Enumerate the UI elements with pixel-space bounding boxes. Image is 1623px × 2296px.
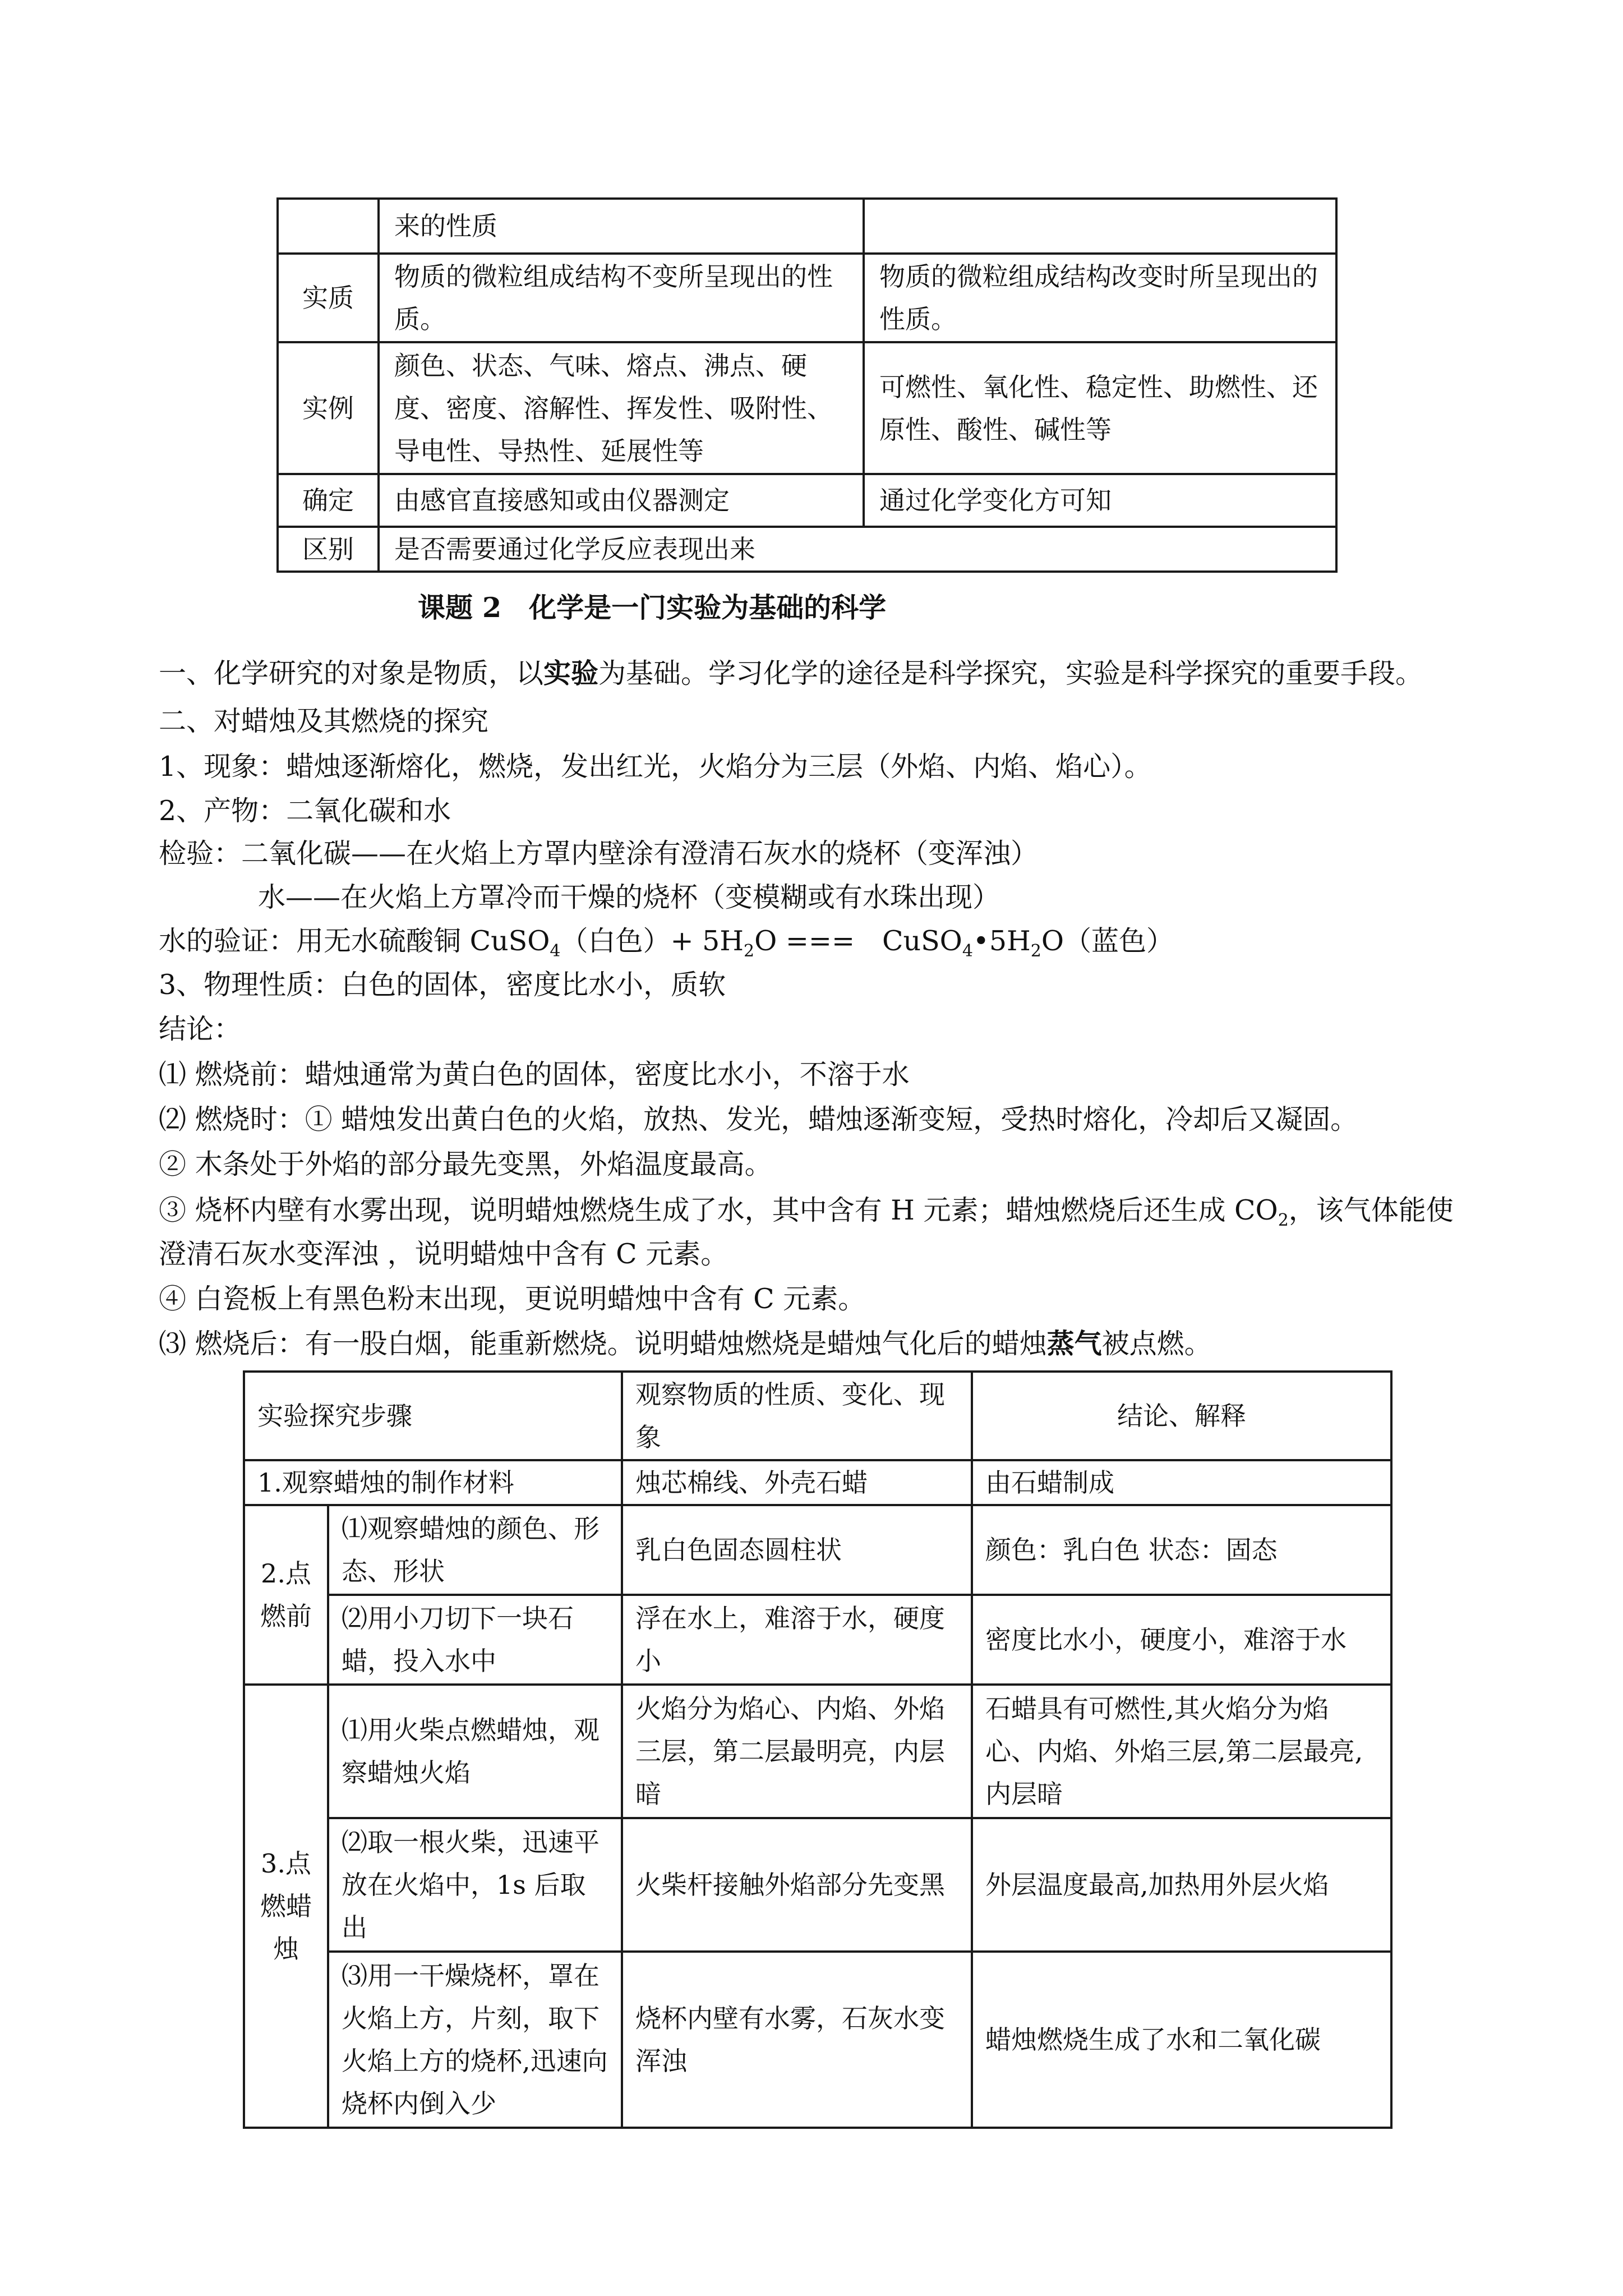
table-cell: 由感官直接感知或由仪器测定: [379, 474, 864, 527]
text: 被点燃。: [1101, 1328, 1212, 1360]
table-cell: 颜色：乳白色 状态：固态: [972, 1505, 1391, 1595]
table-cell: 火焰分为焰心、内焰、外焰三层，第二层最明亮，内层暗: [622, 1685, 972, 1818]
table-cell: 可燃性、氧化性、稳定性、助燃性、还原性、酸性、碱性等: [864, 342, 1336, 474]
table-cell: 颜色、状态、气味、熔点、沸点、硬度、密度、溶解性、挥发性、吸附性、导电性、导热性、延展性等: [379, 342, 864, 474]
text: 水的验证：用无水硫酸铜 CuSO: [159, 925, 550, 957]
table-row: [278, 527, 1336, 572]
paragraph: ② 木条处于外焰的部分最先变黑，外焰温度最高。: [159, 1148, 772, 1180]
text: •5H: [972, 925, 1031, 957]
table-cell: [278, 199, 379, 254]
paragraph: 1、现象：蜡烛逐渐熔化，燃烧，发出红光，火焰分为三层（外焰、内焰、焰心）。: [159, 751, 1152, 783]
paragraph: 2、产物：二氧化碳和水: [159, 795, 451, 827]
subscript: 2: [744, 941, 755, 961]
table-cell: 火柴杆接触外焰部分先变黑: [622, 1818, 972, 1952]
bold-text: 蒸气: [1046, 1327, 1102, 1360]
table-row: [278, 342, 1336, 474]
table-cell: 烛芯棉线、外壳石蜡: [622, 1460, 972, 1505]
table-cell: [864, 199, 1336, 254]
paragraph: ⑴ 燃烧前：蜡烛通常为黄白色的固体，密度比水小，不溶于水: [159, 1059, 910, 1091]
table-row: [244, 1952, 1391, 2128]
table-cell: 物质的微粒组成结构改变时所呈现出的性质。: [864, 254, 1336, 342]
table-row: [244, 1372, 1391, 1460]
table-row: [278, 199, 1336, 254]
table-row: [244, 1505, 1391, 1595]
table-row-head: 实例: [278, 342, 379, 474]
table-cell: 来的性质: [379, 199, 864, 254]
table-cell: ⑶用一干燥烧杯，罩在火焰上方，片刻，取下火焰上方的烧杯,迅速向烧杯内倒入少: [328, 1952, 622, 2128]
table-cell: ⑵取一根火柴，迅速平放在火焰中，1s 后取出: [328, 1818, 622, 1952]
subscript: 2: [1030, 941, 1041, 961]
table-header: 结论、解释: [972, 1372, 1391, 1460]
subscript: 2: [1278, 1210, 1289, 1230]
text: ，该气体能使: [1288, 1194, 1454, 1226]
subscript: 4: [962, 941, 973, 961]
text: （白色）+ 5H: [560, 925, 744, 957]
table-row: [244, 1818, 1391, 1952]
paragraph: 水——在火焰上方罩冷而干燥的烧杯（变模糊或有水珠出现）: [258, 881, 1000, 913]
table-cell: 烧杯内壁有水雾，石灰水变浑浊: [622, 1952, 972, 2128]
table-header: 实验探究步骤: [244, 1372, 622, 1460]
section-title: 课题 2 化学是一门实验为基础的科学: [418, 591, 887, 624]
paragraph: 澄清石灰水变浑浊 ，说明蜡烛中含有 C 元素。: [159, 1238, 728, 1270]
text: ③ 烧杯内壁有水雾出现，说明蜡烛燃烧生成了水，其中含有 H 元素；蜡烛燃烧后还生成 CO: [159, 1194, 1278, 1226]
text: 为基础。学习化学的途径是科学探究，实验是科学探究的重要手段。: [598, 657, 1423, 689]
table-row-head: 实质: [278, 254, 379, 342]
table-row: [244, 1460, 1391, 1505]
group-label: 3.点燃蜡烛: [244, 1685, 328, 2128]
table-row: [278, 474, 1336, 527]
table-cell: 蜡烛燃烧生成了水和二氧化碳: [972, 1952, 1391, 2128]
paragraph: 检验：二氧化碳——在火焰上方罩内壁涂有澄清石灰水的烧杯（变浑浊）: [159, 838, 1039, 869]
paragraph: [159, 652, 1423, 695]
table-cell: ⑴用火柴点燃蜡烛，观察蜡烛火焰: [328, 1685, 622, 1818]
table-cell: 由石蜡制成: [972, 1460, 1391, 1505]
table-cell: 乳白色固态圆柱状: [622, 1505, 972, 1595]
table-cell: 1.观察蜡烛的制作材料: [244, 1460, 622, 1505]
group-label: 2.点燃前: [244, 1505, 328, 1685]
table-header: 观察物质的性质、变化、现象: [622, 1372, 972, 1460]
text: 一、化学研究的对象是物质，以: [159, 657, 544, 689]
experiment-table: [243, 1370, 1393, 2129]
table-cell: 是否需要通过化学反应表现出来: [379, 527, 1336, 572]
bold-text: 实验: [543, 657, 599, 689]
table-cell: 密度比水小，硬度小，难溶于水: [972, 1595, 1391, 1685]
text: ⑶ 燃烧后：有一股白烟，能重新燃烧。说明蜡烛燃烧是蜡烛气化后的蜡烛: [159, 1328, 1047, 1360]
table-row: [244, 1685, 1391, 1818]
table-row-head: 区别: [278, 527, 379, 572]
subscript: 4: [550, 941, 561, 961]
paragraph: 3、物理性质：白色的固体，密度比水小，质软: [159, 969, 726, 1001]
table-row: [278, 254, 1336, 342]
table-cell: 外层温度最高,加热用外层火焰: [972, 1818, 1391, 1952]
table-row-head: 确定: [278, 474, 379, 527]
table-cell: ⑵用小刀切下一块石蜡，投入水中: [328, 1595, 622, 1685]
text: O（蓝色）: [1041, 925, 1174, 957]
text: O === CuSO: [754, 925, 962, 957]
table-cell: ⑴观察蜡烛的颜色、形态、形状: [328, 1505, 622, 1595]
table-cell: 石蜡具有可燃性,其火焰分为焰心、内焰、外焰三层,第二层最亮,内层暗: [972, 1685, 1391, 1818]
paragraph: [159, 1322, 1212, 1365]
table-row: [244, 1595, 1391, 1685]
table-cell: 浮在水上，难溶于水，硬度小: [622, 1595, 972, 1685]
table-cell: 物质的微粒组成结构不变所呈现出的性质。: [379, 254, 864, 342]
table-cell: 通过化学变化方可知: [864, 474, 1336, 527]
properties-table: [276, 197, 1338, 573]
paragraph: ⑵ 燃烧时：① 蜡烛发出黄白色的火焰，放热、发光，蜡烛逐渐变短，受热时熔化，冷却后又凝固。: [159, 1103, 1358, 1135]
paragraph: 结论：: [159, 1013, 242, 1045]
paragraph: ④ 白瓷板上有黑色粉末出现，更说明蜡烛中含有 C 元素。: [159, 1283, 866, 1315]
paragraph: 二、对蜡烛及其燃烧的探究: [159, 705, 489, 737]
